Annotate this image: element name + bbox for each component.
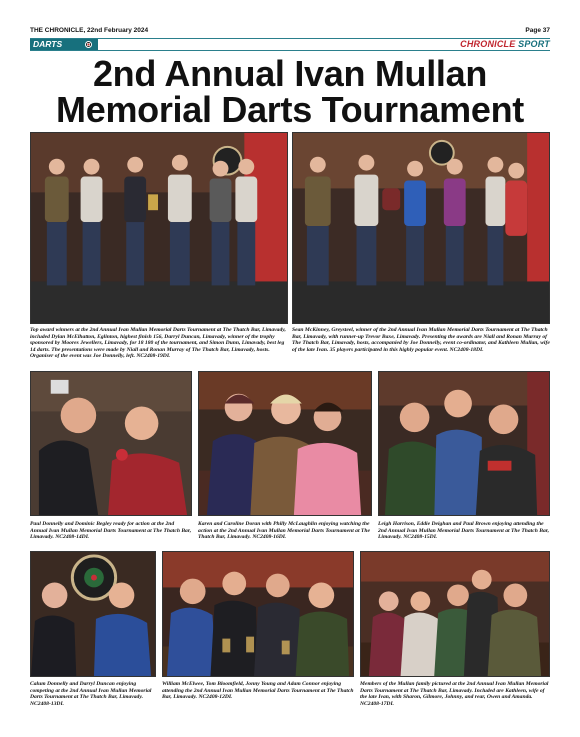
page-header	[30, 27, 550, 37]
photo-caption: Sean McKinney, Greysteel, winner of the 2nd Annual Ivan Mullan Memorial Darts Tournament at The Thatch Bar, Limavady, with runner-up Trevor Baxe, Limavady. Presenting the awards are Niall and Ronan Murray of The Thatch Bar, Limavady, hosts, accompanied by Joe Donnelly, event co-ordinator, and Kathleen Mullan, wife of the late Ivan. 35 players participated in this highly popular event. NC2408-18DL	[292, 327, 550, 353]
photo-caption: Karen and Caroline Doran with Philly McLaughlin enjoying watching the action at the 2nd Annual Ivan Mullan Memorial Darts Tournament at The Thatch Bar, Limavady. NC2408-16DL	[198, 521, 370, 541]
photo-award-winners	[30, 132, 288, 324]
photo-mullan-family	[360, 551, 550, 677]
photo-players-competing	[30, 551, 156, 677]
photo-caption: Top award winners at the 2nd Annual Ivan Mullan Memorial Darts Tournament at The Thatch Bar, Limavady, included Dylan McElhatton, Eglinton, highest finish 156, Darryl Duncan, Limavady, winner of the trophy sponsored by Moores Jewellers, Limavady, for 18 180 of the tournament, and Simon Dunn, Limavady, best leg 14 darts. The presentations were made by Niall and Ronan Murray of The Thatch Bar, Limavady, hosts. Organiser of the event was Joe Donnelly, left. NC2408-19DL	[30, 327, 286, 360]
photo-caption: Calum Donnelly and Darryl Duncan enjoying competing at the 2nd Annual Ivan Mullan Memorial Darts Tournament at The Thatch Bar, Limavady. NC2408-13DL	[30, 681, 152, 707]
photo-spectators	[198, 371, 372, 516]
brand-logo: CHRONICLE SPORT	[460, 39, 550, 49]
photo-players-ready	[30, 371, 192, 516]
photo-caption: Leigh Harrison, Eddie Deighan and Paul Brown enjoying attending the 2nd Annual Ivan Mullan Memorial Darts Tournament at The Thatch Bar, Limavady. NC2408-15DL	[378, 521, 550, 541]
publication-date: THE CHRONICLE, 22nd February 2024	[30, 27, 149, 34]
page-title: 2nd Annual Ivan Mullan Memorial Darts Tournament	[56, 53, 524, 130]
photo-caption: Members of the Mullan family pictured at the 2nd Annual Ivan Mullan Memorial Darts Tournament at The Thatch Bar, Limavady. Included are Kathleen, wife of the late Ivan, with Sharon, Gilmore, Johnny, and rear, Owen and Amanda. NC2408-17DL	[360, 681, 549, 707]
section-label: DARTS	[30, 39, 98, 50]
photo-caption: Paul Donnelly and Dominic Begley ready for action at the 2nd Annual Ivan Mullan Memorial Darts Tournament at The Thatch Bar, Limavady. NC2408-14DL	[30, 521, 192, 541]
photo-attendees	[378, 371, 550, 516]
photo-caption: William McElwee, Tom Bloomfield, Jonny Young and Adam Connor enjoying attending the 2nd Annual Ivan Mullan Memorial Darts Tournament at The Thatch Bar, Limavady. NC2408-12DL	[162, 681, 354, 701]
section-bar	[30, 38, 550, 51]
page-number: Page 37	[525, 27, 550, 34]
dartboard-icon	[85, 41, 92, 48]
photo-group-table	[162, 551, 354, 677]
photo-tournament-winner	[292, 132, 550, 324]
